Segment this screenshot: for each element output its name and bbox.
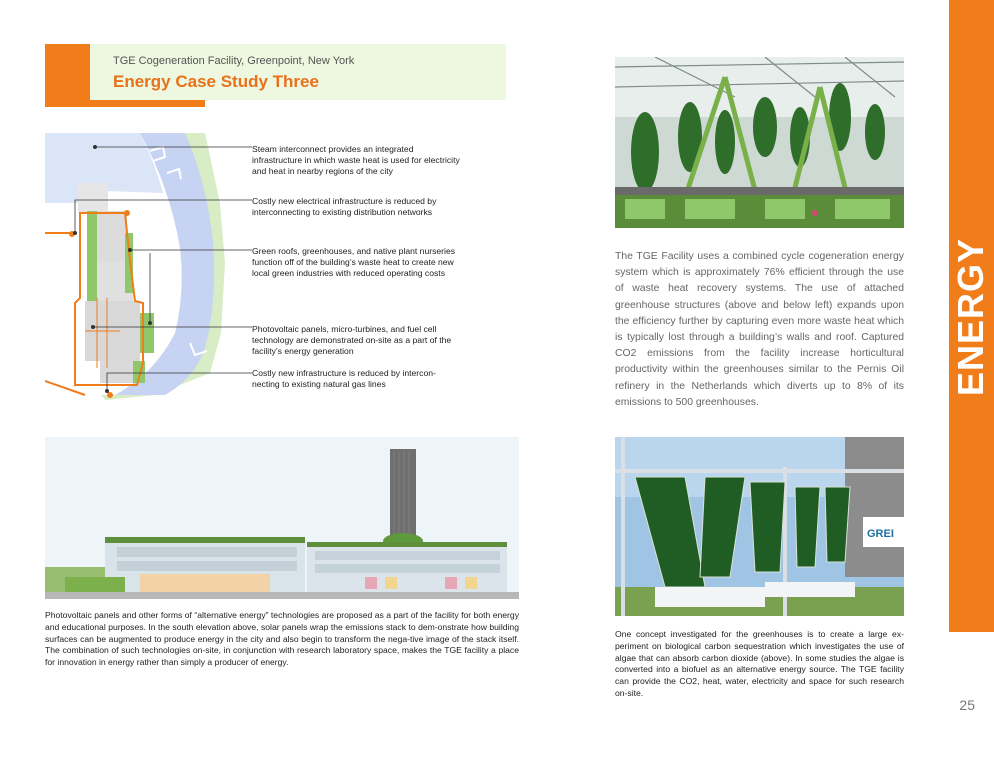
callout-steam-interconnect: Steam interconnect provides an integrated infrastructure in which waste heat is used for electricity and heat in nearby regions of the city: [252, 144, 460, 176]
elevation-caption: Photovoltaic panels and other forms of “alternative energy” technologies are proposed as a part of the facility for both energy and educational purposes. In the south elevation above, solar panels wrap the emissions stack to dem-onstrate how building surfaces can be augmented to produce energy in the city and also begin to transform the nega-tive image of the stack itself. The combination of such technologies on-site, in conjunction with research laboratory space, makes the TGE facility a place for innovation in energy rather than simply a producer of energy.: [45, 610, 519, 668]
sidebar-label: ENERGY: [950, 237, 991, 396]
south-elevation-drawing: [45, 437, 519, 599]
page-number: 25: [959, 697, 975, 713]
main-paragraph: The TGE Facility uses a combined cycle cogeneration energy system which is approximately 76% efficient through the use of waste heat recovery systems. The use of attached greenhouse structures (above and below left) expands upon the efficiency further by capturing even more waste heat which is typically lost through a building’s walls and roof. Captured CO2 emissions from the facility increase horticultural productivity within the greenhouses similar to the Pernis Oil refinery in the Netherlands which diverts up to 8% of its emissions to 500 greenhouses.: [615, 251, 904, 408]
callout-leader-lines: [45, 133, 255, 400]
callout-natural-gas: Costly new infrastructure is reduced by intercon-necting to existing natural gas lines: [252, 368, 436, 389]
algae-sign: GREI: [867, 528, 894, 540]
callout-electrical-infrastructure: Costly new electrical infrastructure is reduced by interconnecting to existing distribution networks: [252, 196, 437, 217]
algae-caption: One concept investigated for the greenhouses is to create a large ex-periment on biological carbon sequestration which investigates the use of algae that can absorb carbon dioxide (above). In some studies the algae is converted into a biofuel as an alternative energy source. The TGE facility can provide the CO2, heat, water, electricity and space for such research on-site.: [615, 629, 904, 698]
greenhouse-photo: [615, 57, 904, 228]
algae-bags-photo: [615, 437, 904, 616]
sidebar-label-container: [949, 200, 994, 400]
header-accent-bar: [45, 44, 90, 100]
page-subtitle: TGE Cogeneration Facility, Greenpoint, New York: [113, 55, 355, 67]
header-accent-underline: [45, 100, 205, 107]
callout-green-roofs: Green roofs, greenhouses, and native plant nurseries function off of the building’s waste heat to create new local green industries with reduced operating costs: [252, 246, 456, 278]
page-title: Energy Case Study Three: [113, 72, 319, 91]
callout-photovoltaic: Photovoltaic panels, micro-turbines, and fuel cell technology are demonstrated on-site as a part of the facility’s energy generation: [252, 324, 452, 356]
